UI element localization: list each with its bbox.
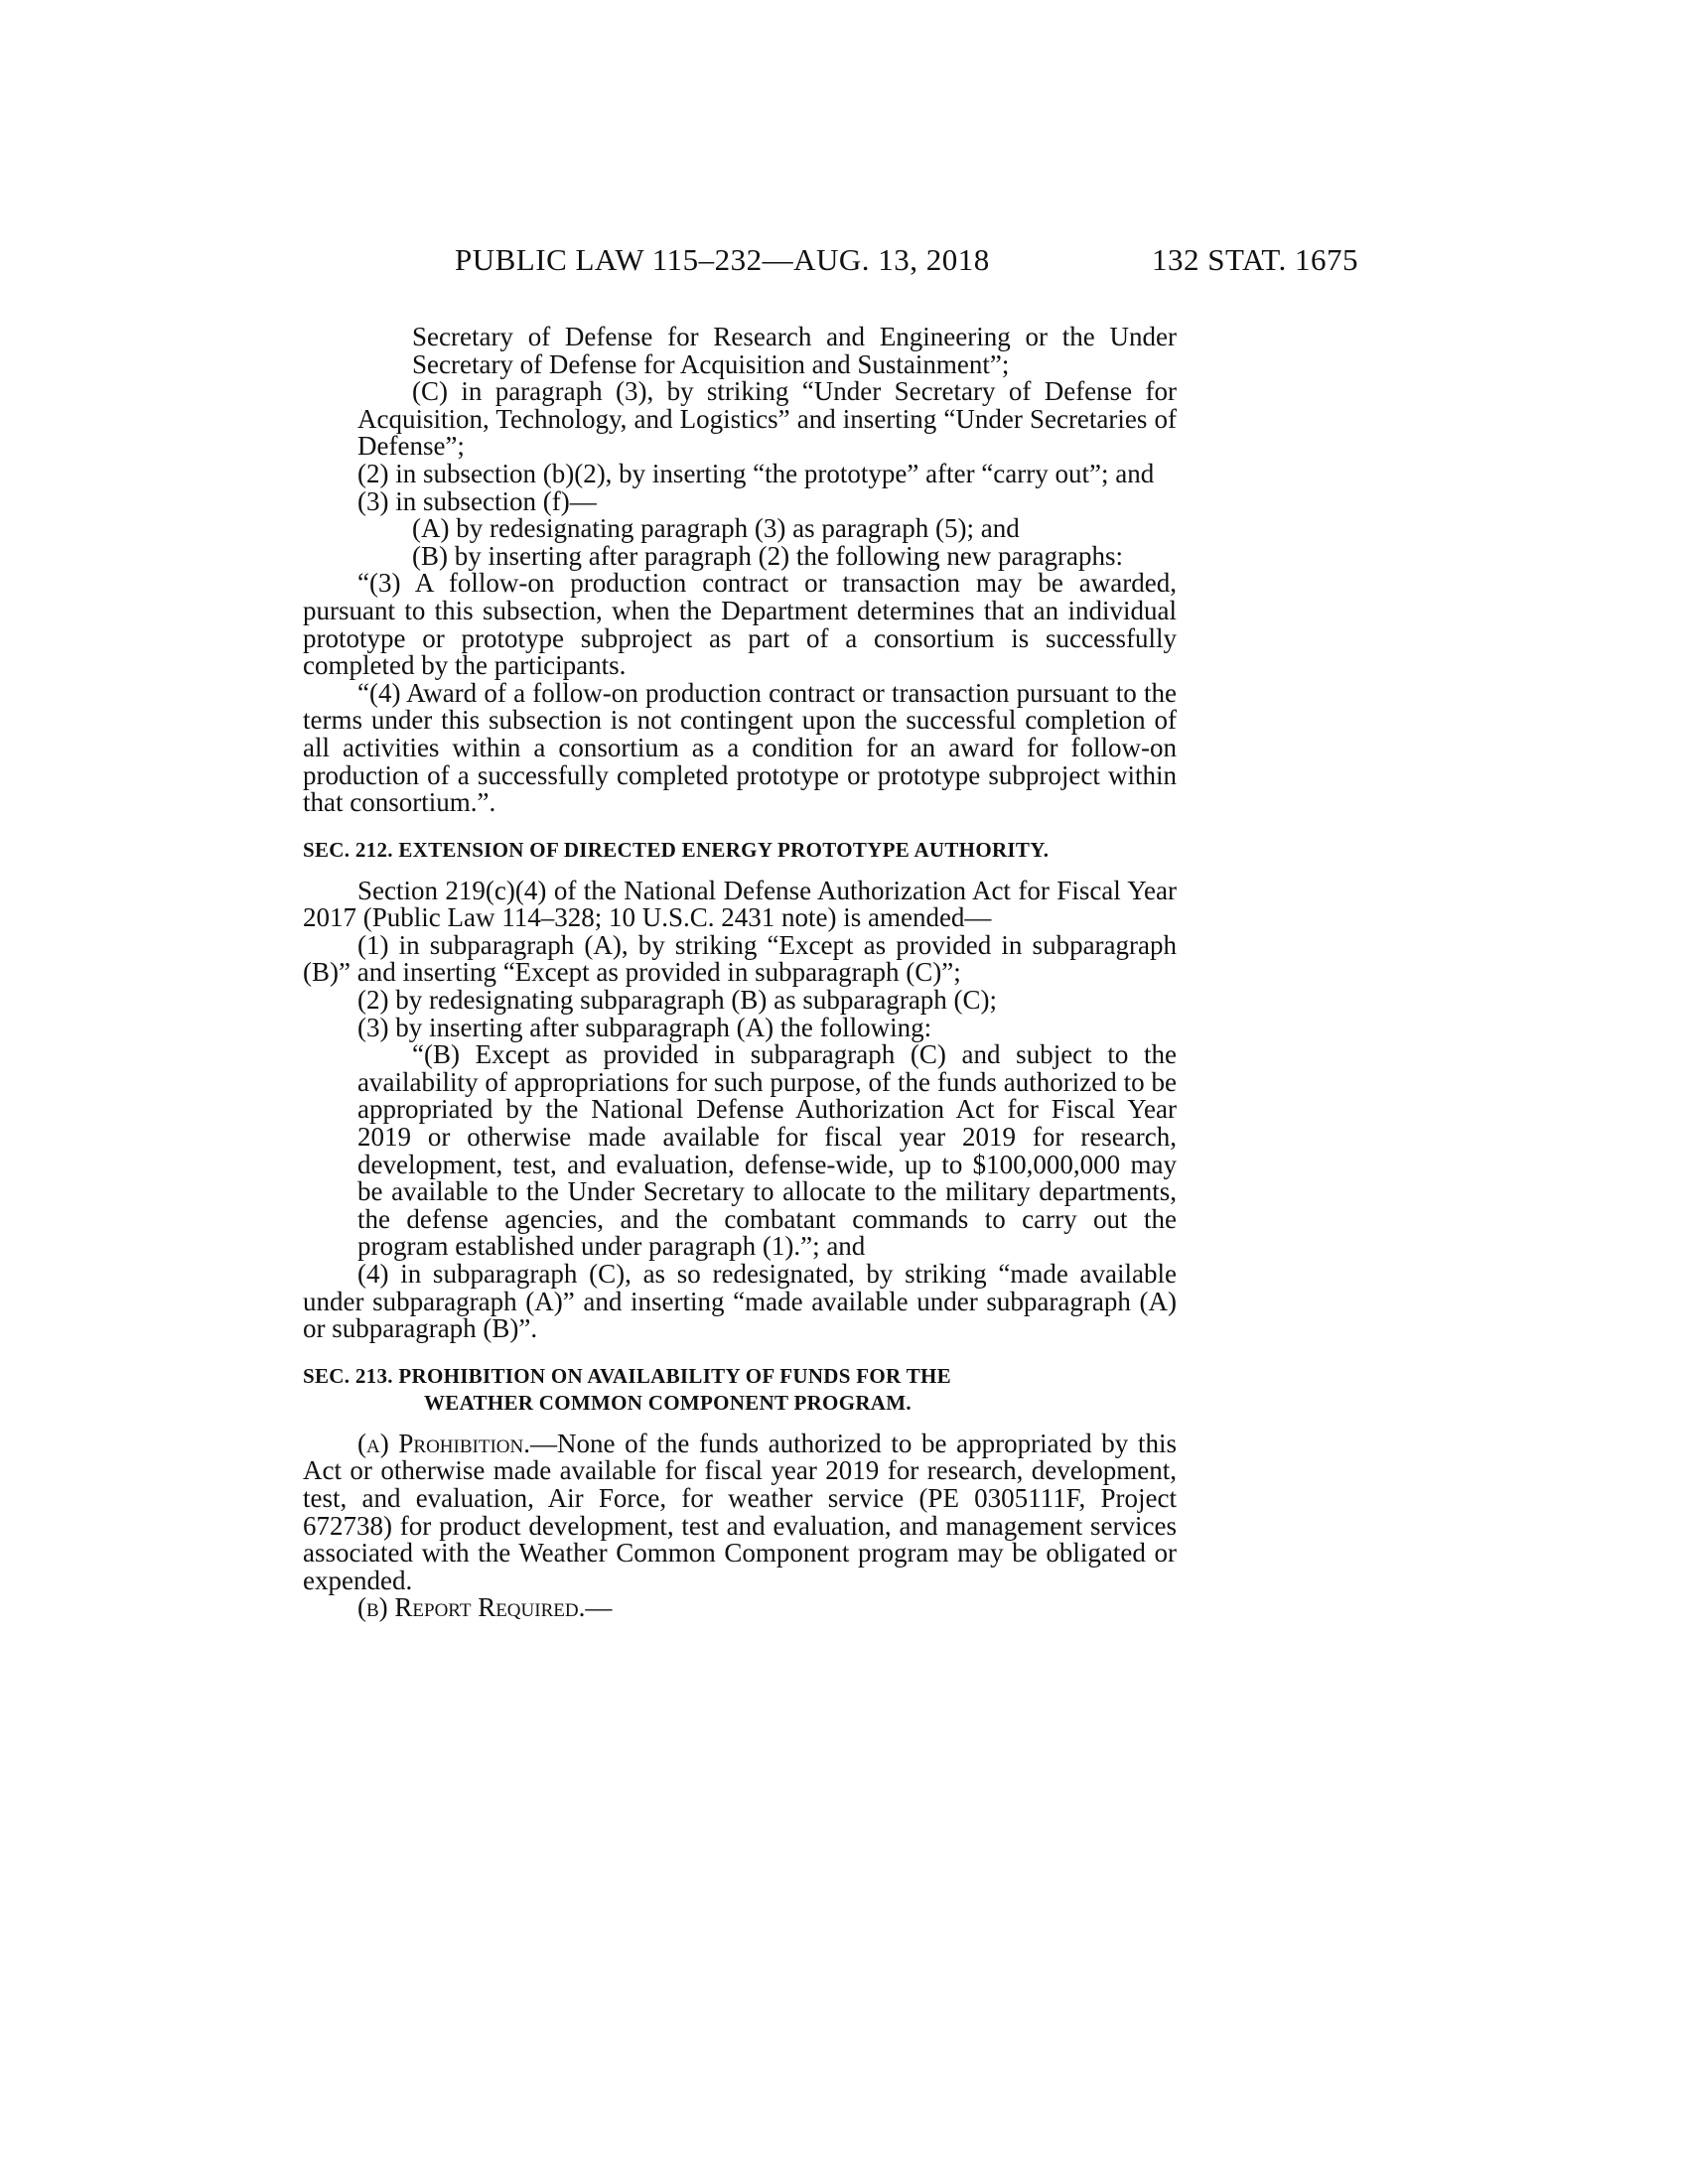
document-body [303, 324, 1177, 1622]
section-212-item-1: (1) in subparagraph (A), by striking “Except as provided in subparagraph (B)” and inserting “Except as provided in subparagraph (C)”; [303, 929, 1177, 988]
section-212-heading: SEC. 212. EXTENSION OF DIRECTED ENERGY PROTOTYPE AUTHORITY. [303, 837, 1050, 862]
section-212-inserted-text: “(B) Except as provided in subparagraph (C) and subject to the availability of appropriations for such purpose, of the funds authorized to be appropriated by the National Defense Authorization Act for Fiscal Year 2019 or otherwise made available for fiscal year 2019 for research, development, test, and evaluation, defense-wide, up to $100,000,000 may be available to the Under Secretary to allocate to the military departments, the defense agencies, and the combatant commands to carry out the program established under paragraph (1).”; and [357, 1039, 1177, 1262]
running-header-title: PUBLIC LAW 115–232—AUG. 13, 2018 [455, 242, 990, 277]
subsection-a-label: (a) Prohibition. [357, 1428, 530, 1458]
section-212-item-4: (4) in subparagraph (C), as so redesignated, by striking “made available under subparagraph (A)” and inserting “made available under subparagraph (A) or subparagraph (B)”. [303, 1259, 1177, 1344]
amendment-item-3: (3) in subsection (f)— [357, 485, 597, 516]
amendment-clause-a: (A) by redesignating paragraph (3) as paragraph (5); and [412, 513, 1020, 544]
section-212-item-3: (3) by inserting after subparagraph (A) the following: [357, 1012, 932, 1042]
amendment-clause-b: (B) by inserting after paragraph (2) the following new paragraphs: [412, 540, 1124, 571]
section-213-heading-line2: WEATHER COMMON COMPONENT PROGRAM. [424, 1390, 912, 1415]
subsection-b-label: (b) Report Required. [357, 1592, 586, 1623]
page-citation: 132 STAT. 1675 [1152, 242, 1359, 277]
inserted-paragraph-3: “(3) A follow-on production contract or transaction may be awarded, pursuant to this subsection, when the Department determines that an individual prototype or prototype subproject as part of a consortium is successfully completed by the participants. [303, 568, 1177, 681]
section-213-heading-line1: SEC. 213. PROHIBITION ON AVAILABILITY OF FUNDS FOR THE [303, 1363, 951, 1388]
inserted-paragraph-4: “(4) Award of a follow-on production contract or transaction pursuant to the terms under this subsection is not contingent upon the successful completion of all activities within a consortium as a condition for an award for follow-on production of a successfully completed prototype or prototype subproject within that consortium.”. [303, 677, 1177, 818]
section-212-intro: Section 219(c)(4) of the National Defense Authorization Act for Fiscal Year 2017 (Public Law 114–328; 10 U.S.C. 2431 note) is amended— [303, 875, 1177, 933]
section-213-heading [303, 1363, 1177, 1417]
section-213-subsection-b [303, 1594, 1177, 1622]
continuation-paragraph: Secretary of Defense for Research and Engineering or the Under Secretary of Defense for Acquisition and Sustainment”; [412, 322, 1177, 379]
amendment-clause-c: (C) in paragraph (3), by striking “Under Secretary of Defense for Acquisition, Technology, and Logistics” and inserting “Under Secretaries of Defense”; [357, 376, 1177, 462]
section-213-subsection-a [303, 1428, 1177, 1595]
section-212-item-2: (2) by redesignating subparagraph (B) as subparagraph (C); [357, 985, 998, 1016]
amendment-item-2: (2) in subsection (b)(2), by inserting “the prototype” after “carry out”; and [357, 458, 1155, 488]
subsection-b-text: — [585, 1592, 613, 1623]
subsection-a-text: —None of the funds authorized to be appropriated by this Act or otherwise made available for fiscal year 2019 for research, development, test, and evaluation, Air Force, for weather service (PE 0305111F, Project 672738) for product development, test and evaluation, and management services associated with the Weather Common Component program may be obligated or expended. [303, 1428, 1177, 1595]
